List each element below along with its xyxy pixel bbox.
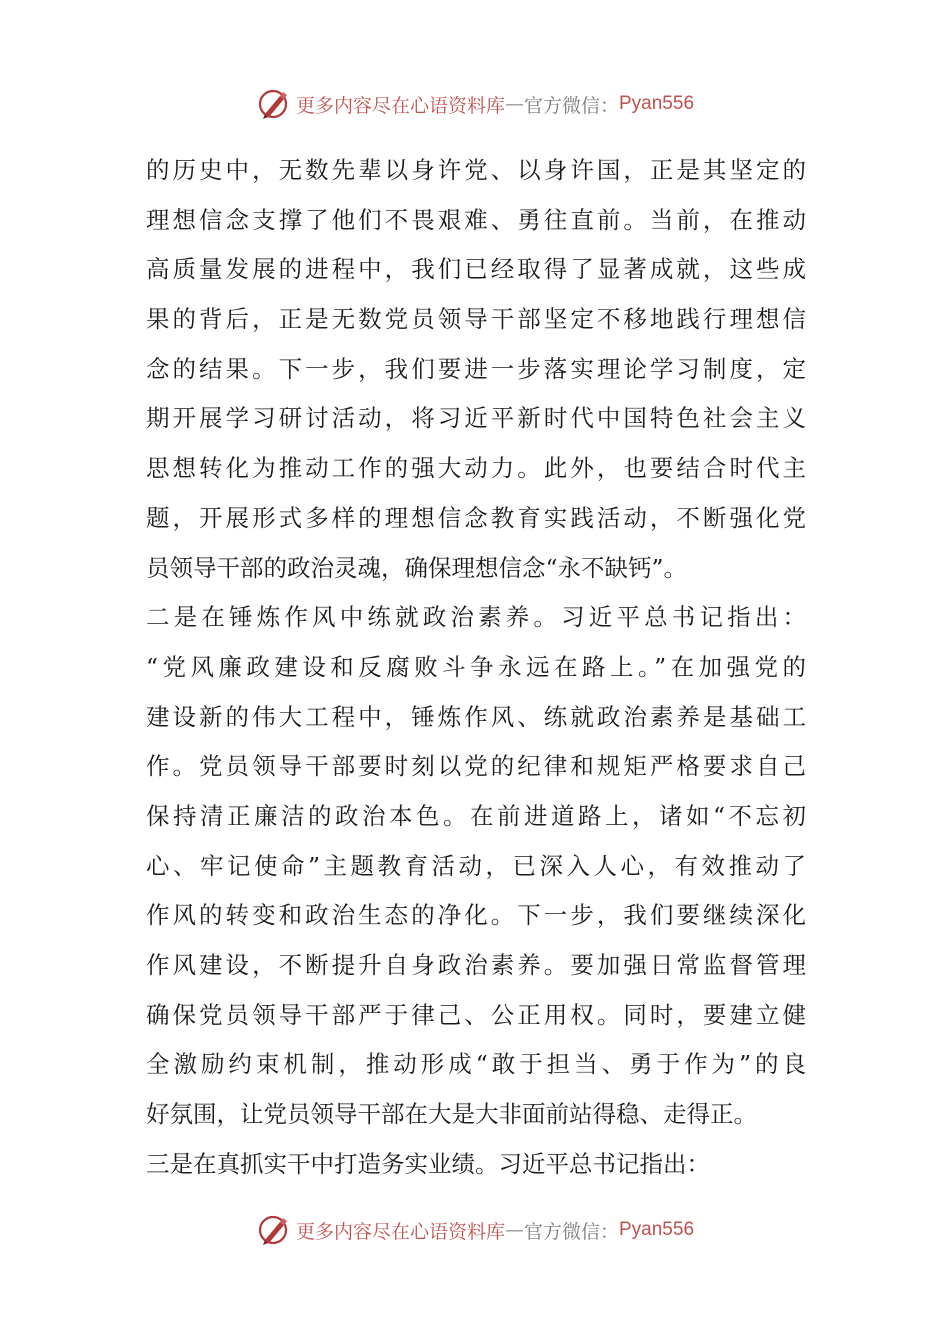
text-line: 保持清正廉洁的政治本色。在前进道路上，诸如“不忘初	[146, 801, 806, 830]
footer-banner	[0, 1210, 950, 1250]
text-line: 题，开展形式多样的理想信念教育实践活动，不断强化党	[146, 503, 806, 532]
pen-logo-icon	[256, 1212, 292, 1248]
footer-site-text: 更多内容尽在心语资料库	[295, 1220, 505, 1243]
header-wechat-id: Pyan556	[619, 93, 695, 114]
text-line: 心、牢记使命”主题教育活动，已深入人心，有效推动了	[146, 851, 806, 880]
footer-dash: —	[504, 1219, 524, 1241]
text-line: 好氛围，让党员领导干部在大是大非面前站得稳、走得正。	[146, 1100, 757, 1129]
header-banner	[0, 84, 950, 124]
header-wechat-label: 官方微信：	[523, 94, 619, 117]
document-body	[146, 146, 806, 1189]
text-line: 念的结果。下一步，我们要进一步落实理论学习制度，定	[146, 354, 806, 383]
text-line: 作。党员领导干部要时刻以党的纪律和规矩严格要求自己	[146, 752, 806, 781]
text-line: 建设新的伟大工程中，锤炼作风、练就政治素养是基础工	[146, 702, 806, 731]
pen-logo-icon	[256, 86, 292, 122]
text-line: 作风建设，不断提升自身政治素养。要加强日常监督管理	[146, 951, 806, 979]
text-line: 三是在真抓实干中打造务实业绩。习近平总书记指出：	[146, 1149, 710, 1178]
text-line: 理想信念支撑了他们不畏艰难、勇往直前。当前，在推动	[146, 205, 806, 234]
header-dash: —	[504, 93, 524, 115]
footer-wechat-label: 官方微信：	[523, 1220, 619, 1243]
text-line: 作风的转变和政治生态的净化。下一步，我们要继续深化	[146, 901, 806, 930]
text-line: “党风廉政建设和反腐败斗争永远在路上。”在加强党的	[146, 652, 806, 681]
text-line: 全激励约束机制，推动形成“敢于担当、勇于作为”的良	[146, 1050, 806, 1079]
header-site-text: 更多内容尽在心语资料库	[295, 94, 505, 117]
text-line: 期开展学习研讨活动，将习近平新时代中国特色社会主义	[146, 404, 806, 433]
text-line: 思想转化为推动工作的强大动力。此外，也要结合时代主	[146, 454, 806, 483]
text-line: 确保党员领导干部严于律己、公正用权。同时，要建立健	[146, 1000, 806, 1029]
text-line: 果的背后，正是无数党员领导干部坚定不移地践行理想信	[146, 305, 806, 334]
text-line: 二是在锤炼作风中练就政治素养。习近平总书记指出：	[146, 603, 806, 632]
text-line: 员领导干部的政治灵魂，确保理想信念“永不缺钙”。	[146, 553, 688, 582]
text-line: 高质量发展的进程中，我们已经取得了显著成就，这些成	[146, 255, 806, 284]
text-line: 的历史中，无数先辈以身许党、以身许国，正是其坚定的	[146, 156, 806, 184]
footer-wechat-id: Pyan556	[619, 1219, 695, 1240]
